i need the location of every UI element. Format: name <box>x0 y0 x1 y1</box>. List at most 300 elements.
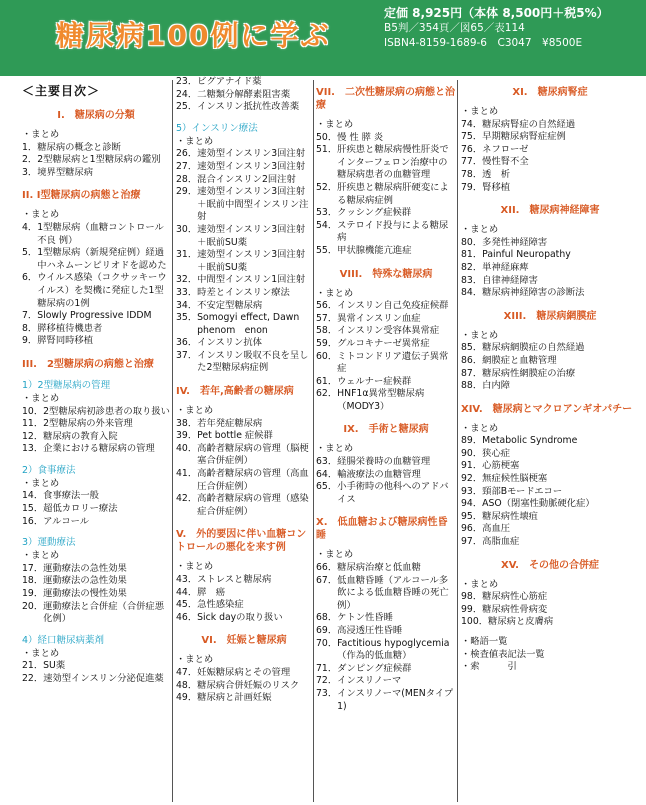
toc-item-number: 42． <box>176 493 198 505</box>
toc-item-number: 78． <box>461 168 483 180</box>
toc-item-number: 52． <box>316 181 338 193</box>
book-specs: B5判／354頁／図65／表114 <box>384 22 525 34</box>
toc-item-number: 13． <box>22 443 44 455</box>
section-heading: II. I型糖尿病の病態と治療 <box>22 190 141 202</box>
toc-item-number: 89． <box>461 435 483 447</box>
toc-item <box>461 131 639 144</box>
toc-item-title: 膵腎同時移植 <box>37 335 94 347</box>
toc-item <box>22 601 170 626</box>
section-heading: I. 糖尿病の分類 <box>57 110 135 121</box>
toc-item <box>176 443 312 468</box>
toc-item-number: 15． <box>22 503 44 515</box>
toc-item <box>461 536 639 549</box>
toc-item <box>176 312 312 337</box>
section-heading: X. 低血糖および糖尿病性昏睡 <box>316 517 448 542</box>
toc-item-title: 糖尿病と計画妊娠 <box>197 692 272 704</box>
toc-item-number: 19． <box>22 588 44 600</box>
toc-item-title: 速効型インスリン分泌促進薬 <box>43 673 164 684</box>
toc-note: ・索 引 <box>461 661 517 673</box>
toc-item <box>461 287 639 300</box>
section-heading: XIV. 糖尿病とマクロアンギオパチー <box>461 403 633 415</box>
toc-item-title: 糖尿病の概念と診断 <box>37 141 121 153</box>
toc-item-title: Somogyi effect, Dawn phenom enon <box>197 312 300 336</box>
toc-item-title: Slowly Progressive IDDM <box>37 310 152 322</box>
toc-item-number: 32． <box>176 274 198 286</box>
toc-item-number: 29． <box>176 186 198 198</box>
toc-note: ・まとめ <box>176 654 214 666</box>
toc-item-number: 8． <box>22 322 38 334</box>
toc-item-title: 急性感染症 <box>197 599 244 611</box>
toc-item-title: HNF1α異常型糖尿病（MODY3） <box>337 388 425 412</box>
toc-item-title: ウェルナー症候群 <box>337 375 412 387</box>
toc-item-title: 高齢者糖尿病の管理（高血圧合併症例） <box>197 468 309 492</box>
toc-item-title: Sick dayの取り扱い <box>197 611 283 623</box>
toc-item-number: 44． <box>176 586 198 598</box>
section-heading: IX. 手術と糖尿病 <box>343 424 429 436</box>
toc-heading: ＜主要目次＞ <box>22 84 101 98</box>
toc-item-title: 早期糖尿病腎症症例 <box>482 131 566 143</box>
toc-item <box>22 443 170 456</box>
toc-item-number: 26． <box>176 148 198 160</box>
toc-item <box>316 182 456 207</box>
toc-item-number: 1． <box>22 141 38 153</box>
toc-item-title: ダンピング症候群 <box>337 662 412 674</box>
subsection-heading: 3）運動療法 <box>22 537 76 549</box>
toc-item <box>461 473 639 486</box>
toc-item <box>461 262 639 275</box>
toc-item <box>316 325 456 338</box>
section-heading: XIII. 糖尿病網膜症 <box>503 310 597 322</box>
toc-item-number: 88． <box>461 380 483 392</box>
toc-item-title: 高浸透圧性昏睡 <box>337 625 403 636</box>
toc-item-title: Painful Neuropathy <box>482 249 571 261</box>
toc-item <box>316 575 456 613</box>
toc-item <box>461 435 639 448</box>
toc-item-number: 70． <box>316 637 338 649</box>
toc-item <box>316 313 456 326</box>
toc-item-number: 63． <box>316 456 338 468</box>
toc-item <box>316 663 456 676</box>
toc-item-number: 57． <box>316 312 338 324</box>
toc-item <box>22 418 170 431</box>
section-heading: XV. その他の合併症 <box>501 559 599 571</box>
toc-item <box>316 220 456 245</box>
toc-item-title: 運動療法の急性効果 <box>43 562 127 574</box>
toc-item <box>22 563 170 576</box>
toc-item-number: 82． <box>461 261 483 273</box>
toc-item <box>461 591 639 604</box>
toc-item <box>176 430 312 443</box>
toc-item-number: 90． <box>461 447 483 459</box>
toc-item <box>461 156 639 169</box>
toc-item <box>176 148 312 161</box>
toc-item-title: 慢性腎不全 <box>482 156 529 168</box>
toc-item-title: 無症候性脳梗塞 <box>482 473 548 485</box>
toc-item-number: 43． <box>176 574 198 585</box>
toc-item-title: 膵 癌 <box>197 586 226 598</box>
toc-item-title: インスリン抗体 <box>197 337 262 349</box>
toc-item-number: 100． <box>461 616 489 628</box>
toc-item-title: ステロイド投与による糖尿病 <box>337 219 449 244</box>
toc-item-number: 60． <box>316 350 338 362</box>
toc-item-number: 14． <box>22 490 44 502</box>
toc-item <box>22 272 170 310</box>
subsection-heading: 5）インスリン療法 <box>176 122 258 134</box>
toc-item <box>461 119 639 132</box>
subsection-heading: 4）経口糖尿病薬剤 <box>22 634 105 646</box>
toc-item-title: 運動療法の急性効果 <box>43 575 127 587</box>
toc-item-title: 妊娠糖尿病とその管理 <box>197 666 291 678</box>
toc-item-title: 若年発症糖尿病 <box>197 417 263 429</box>
toc-item-title: 速効型インスリン3回注射 <box>197 160 306 172</box>
toc-item-title: 糖尿病性心筋症 <box>482 591 548 603</box>
subsection-heading: 1）2型糖尿病の管理 <box>22 379 111 391</box>
toc-note: ・略語一覧 <box>461 636 508 647</box>
toc-item-number: 99． <box>461 603 483 615</box>
toc-item-title: グルコキナーゼ異常症 <box>337 337 430 349</box>
toc-item-number: 91． <box>461 460 483 472</box>
toc-note: ・まとめ <box>22 477 60 489</box>
toc-item <box>22 406 170 419</box>
toc-item-number: 33． <box>176 286 198 298</box>
toc-item-title: 網膜症と血糖管理 <box>482 354 557 366</box>
toc-item <box>22 490 170 503</box>
toc-item-title: 高脂血症 <box>482 536 520 548</box>
toc-item-number: 66． <box>316 562 338 574</box>
toc-item <box>22 335 170 348</box>
toc-note: ・まとめ <box>316 443 354 455</box>
toc-item-number: 6． <box>22 272 38 284</box>
toc-item-title: 中間型インスリン1回注射 <box>197 274 306 286</box>
toc-item-number: 2． <box>22 154 38 166</box>
toc-item-number: 71． <box>316 662 338 674</box>
toc-item-number: 86． <box>461 354 483 366</box>
toc-item <box>461 169 639 182</box>
toc-item-number: 31． <box>176 249 198 261</box>
toc-item <box>316 144 456 182</box>
toc-item-title: 超低カロリー療法 <box>43 503 118 515</box>
toc-item <box>316 638 456 663</box>
toc-item-title: ウイルス感染（コクサッキーウイルス）を契機に発症した1型糖尿病の1例 <box>37 272 167 309</box>
section-heading: VII. 二次性糖尿病の病態と治療 <box>316 87 455 111</box>
toc-item-number: 84． <box>461 287 483 299</box>
toc-item-number: 30． <box>176 223 198 235</box>
toc-item-number: 61． <box>316 375 338 387</box>
toc-item-title: 糖尿病治療と低血糖 <box>337 562 421 574</box>
toc-item-title: 企業における糖尿病の管理 <box>43 443 155 455</box>
toc-item-title: Pet bottle 症候群 <box>197 430 273 442</box>
toc-item <box>316 388 456 413</box>
toc-item <box>316 675 456 688</box>
toc-item <box>176 493 312 518</box>
toc-item <box>176 186 312 224</box>
toc-item <box>461 604 639 617</box>
toc-item-title: インスリン吸収不良を呈した2型糖尿病症例 <box>197 349 309 374</box>
toc-item <box>461 237 639 250</box>
toc-item-title: 甲状腺機能亢進症 <box>337 244 412 256</box>
toc-item <box>22 142 170 155</box>
toc-item-number: 50． <box>316 131 338 143</box>
toc-note: ・まとめ <box>22 550 60 562</box>
toc-item-title: 速効型インスリン3回注射 <box>197 148 306 160</box>
toc-item <box>461 486 639 499</box>
toc-item-title: インスリノーマ(MENタイプ1) <box>337 687 454 712</box>
toc-item-title: ビグアナイド薬 <box>197 76 262 87</box>
toc-note: ・まとめ <box>461 422 499 434</box>
toc-item-number: 79． <box>461 181 483 193</box>
toc-item-number: 47． <box>176 666 198 678</box>
toc-item-number: 41． <box>176 468 198 480</box>
toc-item-number: 93． <box>461 485 483 497</box>
toc-item <box>461 380 639 393</box>
toc-item <box>461 355 639 368</box>
toc-item-title: 糖尿病合併妊娠のリスク <box>197 679 300 691</box>
toc-item <box>316 625 456 638</box>
toc-note: ・検査値表記法一覧 <box>461 648 545 660</box>
toc-item <box>461 511 639 524</box>
toc-item-title: 糖尿病性骨病変 <box>482 603 548 615</box>
toc-item-number: 39． <box>176 430 198 442</box>
toc-item-number: 73． <box>316 687 338 699</box>
toc-item-number: 95． <box>461 510 483 522</box>
toc-item-number: 17． <box>22 562 44 574</box>
toc-item-number: 22． <box>22 673 44 684</box>
toc-item <box>22 247 170 272</box>
toc-item-number: 9． <box>22 335 38 347</box>
toc-item-title: 境界型糖尿病 <box>37 166 94 178</box>
toc-item-number: 59． <box>316 337 338 349</box>
toc-item-title: インスリン受容体異常症 <box>337 325 440 337</box>
toc-item-number: 38． <box>176 417 198 429</box>
toc-item <box>176 274 312 287</box>
toc-item-number: 81． <box>461 249 483 261</box>
toc-column-3 <box>316 76 456 805</box>
toc-item <box>461 616 639 629</box>
toc-item-title: 2型糖尿病の外来管理 <box>43 418 133 430</box>
toc-item <box>176 300 312 313</box>
toc-item-number: 28． <box>176 173 198 185</box>
toc-item-number: 5． <box>22 247 38 259</box>
toc-item-number: 58． <box>316 325 338 337</box>
toc-item <box>176 101 312 114</box>
toc-item-number: 62． <box>316 388 338 400</box>
toc-item-title: 経腸栄養時の血糖管理 <box>337 456 431 468</box>
toc-item-title: 混合インスリン2回注射 <box>197 173 296 185</box>
toc-item-number: 48． <box>176 679 198 691</box>
toc-item-number: 37． <box>176 349 198 361</box>
toc-item <box>461 342 639 355</box>
toc-item <box>22 323 170 336</box>
toc-note: ・まとめ <box>22 129 60 140</box>
toc-item <box>461 523 639 536</box>
toc-item-number: 56． <box>316 300 338 312</box>
toc-item <box>176 350 312 375</box>
book-info <box>384 6 609 51</box>
toc-item <box>316 376 456 389</box>
toc-item-number: 77． <box>461 156 483 168</box>
toc-note: ・まとめ <box>461 106 499 117</box>
toc-item-number: 4． <box>22 221 38 233</box>
toc-item-number: 83． <box>461 274 483 286</box>
toc-column-4 <box>461 76 639 805</box>
toc-item <box>316 338 456 351</box>
toc-note: ・まとめ <box>176 405 214 417</box>
toc-item <box>176 89 312 102</box>
toc-note: ・まとめ <box>461 329 499 341</box>
toc-item <box>316 132 456 145</box>
toc-item <box>22 588 170 601</box>
toc-item-title: 運動療法の慢性効果 <box>43 588 127 600</box>
subsection-heading: 2）食事療法 <box>22 464 76 476</box>
toc-item-title: 速効型インスリン3回注射＋眠前SU薬 <box>197 223 306 248</box>
toc-item-number: 27． <box>176 160 198 172</box>
toc-item-title: 糖尿病性網膜症の治療 <box>482 367 576 379</box>
toc-item-number: 85． <box>461 342 483 354</box>
toc-item <box>176 224 312 249</box>
toc-item-title: アルコール <box>43 515 90 527</box>
toc-item-number: 25． <box>176 101 198 113</box>
toc-item-title: ストレスと糖尿病 <box>197 574 272 585</box>
toc-item-title: 二糖類分解酵素阻害薬 <box>197 88 291 100</box>
toc-item-title: ネフローゼ <box>482 143 529 155</box>
toc-item <box>316 469 456 482</box>
toc-item-number: 11． <box>22 418 44 430</box>
toc-item <box>22 503 170 516</box>
toc-item-number: 20． <box>22 600 44 612</box>
toc-item <box>176 249 312 274</box>
toc-item-title: 心筋梗塞 <box>482 460 520 472</box>
toc-item-title: インスリノーマ <box>337 675 402 687</box>
toc-item <box>316 688 456 713</box>
toc-item-number: 51． <box>316 144 338 156</box>
toc-item-title: 1型糖尿病（血糖コントロール不良 例） <box>37 221 164 246</box>
toc-item-number: 18． <box>22 575 44 587</box>
toc-item-title: 時差とインスリン療法 <box>197 286 290 298</box>
toc-note: ・まとめ <box>461 578 499 590</box>
toc-item-title: クッシング症候群 <box>337 207 412 219</box>
book-title: 糖尿病100例に学ぶ <box>56 19 331 52</box>
toc-item-number: 12． <box>22 430 44 442</box>
toc-item-title: 白内障 <box>482 380 511 392</box>
toc-item-title: Metabolic Syndrome <box>482 435 578 447</box>
toc-item-number: 76． <box>461 143 483 155</box>
toc-item-title: 糖尿病の教育入院 <box>43 430 118 442</box>
toc-item-number: 54． <box>316 219 338 231</box>
toc-item <box>176 337 312 350</box>
toc-item-title: SU薬 <box>43 660 66 672</box>
toc-item-number: 98． <box>461 591 483 603</box>
toc-item <box>316 562 456 575</box>
toc-item-title: 糖尿病神経障害の診断法 <box>482 287 585 299</box>
section-heading: III. 2型糖尿病の病態と治療 <box>22 358 154 370</box>
toc-item-title: インスリン自己免疫症候群 <box>337 300 449 312</box>
toc-item <box>176 599 312 612</box>
toc-item-number: 69． <box>316 625 338 636</box>
toc-item <box>176 76 312 89</box>
table-of-contents <box>0 76 646 805</box>
toc-item-title: 高齢者糖尿病の管理（感染症合併症例） <box>197 493 309 517</box>
toc-item <box>176 287 312 300</box>
toc-item <box>316 245 456 258</box>
toc-item-title: 糖尿病腎症の自然経過 <box>482 118 576 130</box>
toc-item-title: 低血糖昏睡（アルコール多飲による低血糖昏睡の死亡例） <box>337 574 449 611</box>
toc-note: ・まとめ <box>176 135 214 147</box>
toc-item-number: 40． <box>176 442 198 454</box>
toc-item <box>461 182 639 195</box>
toc-item <box>176 692 312 705</box>
toc-item-title: 単神経麻痺 <box>482 261 529 273</box>
toc-item-title: 糖尿病網膜症の自然経過 <box>482 342 585 354</box>
toc-item <box>176 587 312 600</box>
toc-item <box>316 612 456 625</box>
toc-item <box>176 161 312 174</box>
toc-item-title: 異常インスリン血症 <box>337 312 421 324</box>
toc-item <box>176 574 312 587</box>
toc-note: ・まとめ <box>461 224 499 236</box>
toc-item <box>176 418 312 431</box>
toc-item-number: 21． <box>22 660 44 672</box>
toc-note: ・まとめ <box>22 647 60 659</box>
toc-item-number: 68． <box>316 612 338 624</box>
section-heading: XII. 糖尿病神経障害 <box>500 205 600 217</box>
toc-item-title: 頸部Bモードエコー <box>482 485 563 497</box>
toc-item <box>461 448 639 461</box>
toc-item-number: 74． <box>461 118 483 130</box>
toc-item-number: 75． <box>461 131 483 143</box>
toc-item-number: 53． <box>316 207 338 219</box>
toc-item-title: Factitious hypoglycemia（作為的低血糖） <box>337 637 450 662</box>
toc-item <box>461 144 639 157</box>
toc-item-title: ASO（閉塞性動脈硬化症） <box>482 498 595 510</box>
toc-item <box>176 612 312 625</box>
toc-item-number: 23． <box>176 76 198 87</box>
toc-item <box>461 460 639 473</box>
toc-item-number: 35． <box>176 312 198 324</box>
section-heading: V. 外的要因に伴い血糖コントロールの悪化を来す例 <box>176 529 307 554</box>
section-heading: IV. 若年,高齢者の糖尿病 <box>176 386 294 398</box>
toc-item <box>22 673 170 686</box>
toc-item-title: ケトン性昏睡 <box>337 612 393 624</box>
section-heading: VI. 妊娠と糖尿病 <box>201 635 287 647</box>
toc-item-title: 2型糖尿病初診患者の取り扱い <box>43 405 170 417</box>
toc-column-2 <box>176 76 312 805</box>
toc-item <box>22 431 170 444</box>
toc-item-number: 7． <box>22 310 38 322</box>
toc-item-title: 肝疾患と糖尿病肝硬変による糖尿病症例 <box>337 181 449 206</box>
toc-item-number: 87． <box>461 367 483 379</box>
toc-item-number: 34． <box>176 299 198 311</box>
toc-item-number: 65． <box>316 481 338 493</box>
toc-item-title: 糖尿病性壊疽 <box>482 510 538 522</box>
section-heading: VIII. 特殊な糖尿病 <box>339 268 433 280</box>
toc-item-number: 80． <box>461 236 483 248</box>
toc-item <box>461 498 639 511</box>
toc-item <box>461 368 639 381</box>
toc-item <box>316 481 456 506</box>
toc-item-title: 透 析 <box>482 168 511 180</box>
toc-item <box>461 249 639 262</box>
toc-item-title: 膵移植待機患者 <box>37 322 103 334</box>
toc-item-number: 94． <box>461 498 483 510</box>
toc-item <box>22 660 170 673</box>
toc-item <box>461 275 639 288</box>
toc-item-title: インスリン抵抗性改善薬 <box>197 101 300 113</box>
toc-item-title: 狭心症 <box>482 447 511 459</box>
toc-item-title: ミトコンドリア遺伝子異常症 <box>337 350 449 375</box>
price: 定価 8,925円（本体 8,500円＋税5%） <box>384 6 609 20</box>
toc-note: ・まとめ <box>316 287 354 299</box>
toc-item-number: 67． <box>316 574 338 586</box>
